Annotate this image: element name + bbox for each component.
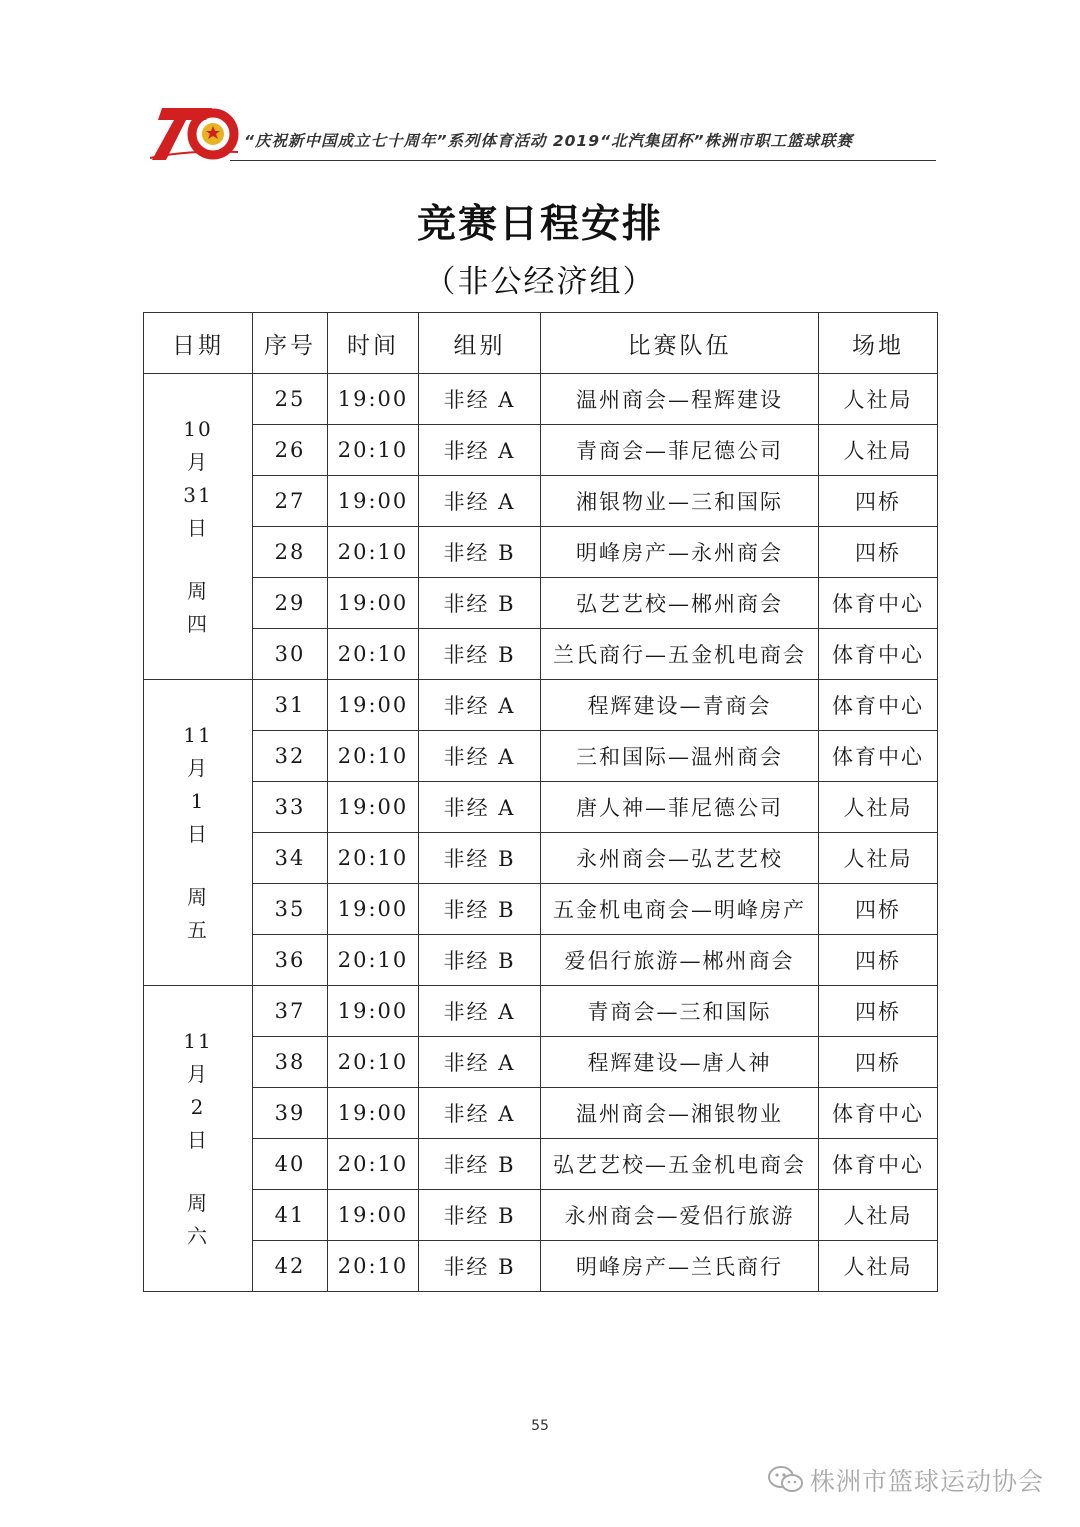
cell-number: 30	[253, 629, 328, 680]
cell-teams: 永州商会—爱侣行旅游	[541, 1190, 819, 1241]
cell-time: 20:10	[328, 935, 419, 986]
cell-teams: 兰氏商行—五金机电商会	[541, 629, 819, 680]
cell-venue: 人社局	[819, 833, 938, 884]
cell-group: 非经 B	[419, 629, 541, 680]
table-row	[144, 425, 938, 476]
cell-group: 非经 A	[419, 1037, 541, 1088]
cell-teams: 湘银物业—三和国际	[541, 476, 819, 527]
cell-number: 32	[253, 731, 328, 782]
cell-venue: 四桥	[819, 476, 938, 527]
date-cell	[144, 680, 253, 986]
cell-group: 非经 B	[419, 1190, 541, 1241]
cell-number: 42	[253, 1241, 328, 1292]
cell-teams: 唐人神—菲尼德公司	[541, 782, 819, 833]
wechat-icon	[766, 1464, 806, 1496]
weekday-line: 五	[187, 917, 209, 942]
cell-number: 26	[253, 425, 328, 476]
table-row	[144, 731, 938, 782]
cell-venue: 人社局	[819, 425, 938, 476]
cell-venue: 人社局	[819, 1190, 938, 1241]
table-row	[144, 680, 938, 731]
cell-group: 非经 B	[419, 1139, 541, 1190]
table-row	[144, 1037, 938, 1088]
date-line: 日	[187, 1127, 209, 1152]
cell-time: 19:00	[328, 680, 419, 731]
page-number: 55	[531, 1418, 549, 1434]
watermark	[766, 1462, 1044, 1498]
table-row	[144, 1190, 938, 1241]
cell-time: 20:10	[328, 1241, 419, 1292]
date-line: 月	[187, 755, 209, 780]
cell-time: 20:10	[328, 1037, 419, 1088]
table-row	[144, 1241, 938, 1292]
schedule-table	[143, 312, 938, 1292]
cell-group: 非经 B	[419, 833, 541, 884]
cell-time: 19:00	[328, 1088, 419, 1139]
date-line: 11	[183, 722, 213, 747]
weekday-line: 周	[187, 578, 209, 603]
cell-time: 20:10	[328, 629, 419, 680]
cell-time: 20:10	[328, 731, 419, 782]
date-line: 1	[190, 788, 206, 813]
cell-number: 39	[253, 1088, 328, 1139]
weekday-line: 周	[187, 884, 209, 909]
table-row	[144, 374, 938, 425]
cell-number: 36	[253, 935, 328, 986]
page-subtitle: （非公经济组）	[424, 264, 656, 300]
header-group: 组别	[419, 313, 541, 374]
cell-number: 27	[253, 476, 328, 527]
table-row	[144, 884, 938, 935]
page-title: 竞赛日程安排	[416, 201, 663, 247]
cell-venue: 人社局	[819, 1241, 938, 1292]
cell-number: 38	[253, 1037, 328, 1088]
header-divider	[230, 160, 936, 161]
cell-teams: 明峰房产—兰氏商行	[541, 1241, 819, 1292]
cell-teams: 五金机电商会—明峰房产	[541, 884, 819, 935]
watermark-text: 株洲市篮球运动协会	[809, 1467, 1044, 1496]
cell-number: 28	[253, 527, 328, 578]
date-line: 31	[183, 482, 213, 507]
cell-time: 19:00	[328, 986, 419, 1037]
cell-teams: 弘艺艺校—五金机电商会	[541, 1139, 819, 1190]
date-gap	[144, 851, 252, 881]
cell-time: 20:10	[328, 527, 419, 578]
cell-time: 19:00	[328, 476, 419, 527]
cell-group: 非经 A	[419, 374, 541, 425]
table-header-row	[144, 313, 938, 374]
header-number: 序号	[253, 313, 328, 374]
cell-number: 40	[253, 1139, 328, 1190]
cell-venue: 体育中心	[819, 578, 938, 629]
date-line: 月	[187, 449, 209, 474]
cell-time: 19:00	[328, 374, 419, 425]
cell-teams: 程辉建设—唐人神	[541, 1037, 819, 1088]
weekday-line: 周	[187, 1190, 209, 1215]
table-row	[144, 578, 938, 629]
cell-group: 非经 A	[419, 425, 541, 476]
schedule-body	[144, 374, 938, 1292]
cell-time: 20:10	[328, 833, 419, 884]
cell-venue: 四桥	[819, 986, 938, 1037]
cell-teams: 明峰房产—永州商会	[541, 527, 819, 578]
cell-group: 非经 A	[419, 731, 541, 782]
cell-teams: 爱侣行旅游—郴州商会	[541, 935, 819, 986]
cell-time: 19:00	[328, 578, 419, 629]
cell-venue: 四桥	[819, 935, 938, 986]
table-row	[144, 1139, 938, 1190]
cell-group: 非经 A	[419, 986, 541, 1037]
cell-group: 非经 A	[419, 680, 541, 731]
date-line: 2	[190, 1094, 206, 1119]
cell-venue: 体育中心	[819, 680, 938, 731]
cell-group: 非经 A	[419, 782, 541, 833]
cell-teams: 永州商会—弘艺艺校	[541, 833, 819, 884]
cell-venue: 体育中心	[819, 731, 938, 782]
cell-number: 25	[253, 374, 328, 425]
cell-time: 19:00	[328, 884, 419, 935]
table-row	[144, 527, 938, 578]
weekday-line: 六	[187, 1223, 209, 1248]
page-header	[140, 96, 936, 162]
cell-venue: 体育中心	[819, 629, 938, 680]
cell-teams: 温州商会—程辉建设	[541, 374, 819, 425]
date-gap	[144, 545, 252, 575]
table-row	[144, 1088, 938, 1139]
table-row	[144, 935, 938, 986]
header-teams: 比赛队伍	[541, 313, 819, 374]
date-cell	[144, 986, 253, 1292]
weekday-line: 四	[187, 611, 209, 636]
date-cell	[144, 374, 253, 680]
date-line: 日	[187, 515, 209, 540]
cell-time: 20:10	[328, 1139, 419, 1190]
cell-number: 31	[253, 680, 328, 731]
cell-teams: 三和国际—温州商会	[541, 731, 819, 782]
cell-venue: 人社局	[819, 374, 938, 425]
cell-venue: 四桥	[819, 527, 938, 578]
cell-time: 19:00	[328, 782, 419, 833]
table-row	[144, 629, 938, 680]
table-row	[144, 782, 938, 833]
cell-teams: 温州商会—湘银物业	[541, 1088, 819, 1139]
cell-group: 非经 A	[419, 476, 541, 527]
date-line: 10	[183, 416, 213, 441]
header-banner: “庆祝新中国成立七十周年”系列体育活动 2019“北汽集团杯”株洲市职工篮球联赛	[244, 132, 853, 150]
cell-venue: 四桥	[819, 1037, 938, 1088]
header-venue: 场地	[819, 313, 938, 374]
table-row	[144, 986, 938, 1037]
cell-number: 35	[253, 884, 328, 935]
cell-group: 非经 A	[419, 1088, 541, 1139]
cell-group: 非经 B	[419, 527, 541, 578]
date-line: 日	[187, 821, 209, 846]
cell-teams: 程辉建设—青商会	[541, 680, 819, 731]
cell-time: 19:00	[328, 1190, 419, 1241]
cell-time: 20:10	[328, 425, 419, 476]
cell-teams: 弘艺艺校—郴州商会	[541, 578, 819, 629]
cell-number: 34	[253, 833, 328, 884]
cell-group: 非经 B	[419, 578, 541, 629]
cell-teams: 青商会—菲尼德公司	[541, 425, 819, 476]
date-gap	[144, 1157, 252, 1187]
date-line: 月	[187, 1061, 209, 1086]
header-time: 时间	[328, 313, 419, 374]
cell-group: 非经 B	[419, 884, 541, 935]
cell-number: 37	[253, 986, 328, 1037]
cell-venue: 体育中心	[819, 1088, 938, 1139]
cell-number: 33	[253, 782, 328, 833]
table-row	[144, 476, 938, 527]
cell-number: 29	[253, 578, 328, 629]
cell-venue: 四桥	[819, 884, 938, 935]
70-anniversary-logo	[146, 100, 242, 162]
cell-group: 非经 B	[419, 1241, 541, 1292]
cell-venue: 体育中心	[819, 1139, 938, 1190]
date-line: 11	[183, 1028, 213, 1053]
cell-teams: 青商会—三和国际	[541, 986, 819, 1037]
cell-group: 非经 B	[419, 935, 541, 986]
cell-venue: 人社局	[819, 782, 938, 833]
table-row	[144, 833, 938, 884]
cell-number: 41	[253, 1190, 328, 1241]
header-date: 日期	[144, 313, 253, 374]
